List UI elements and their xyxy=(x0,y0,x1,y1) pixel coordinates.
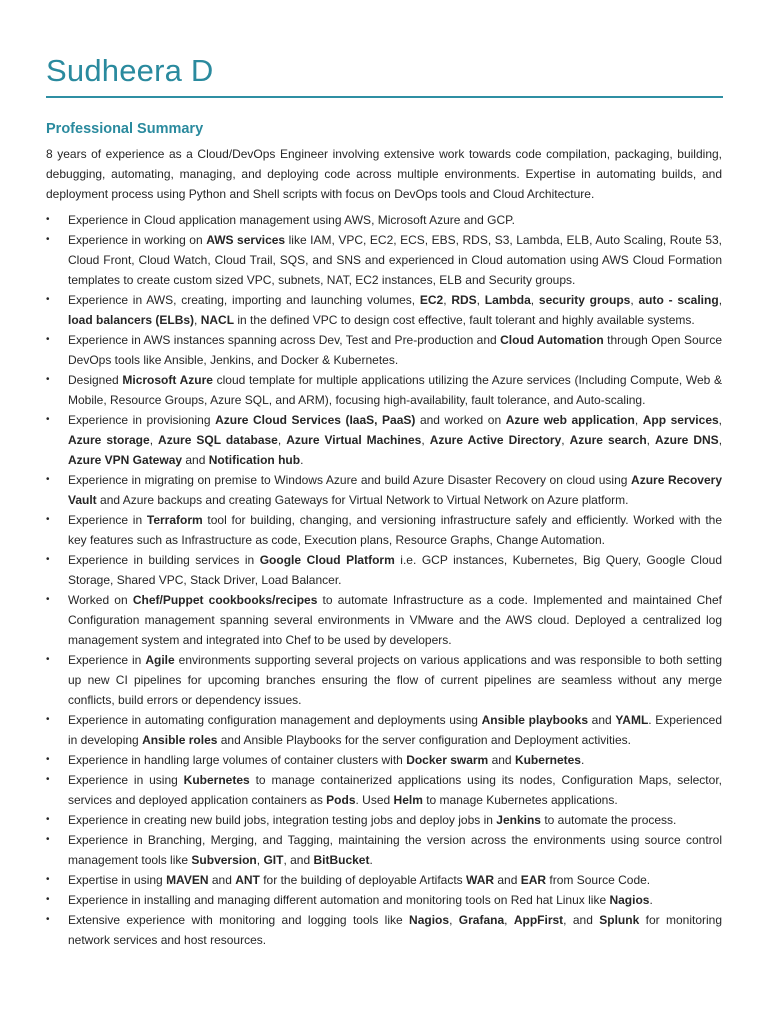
item-emphasis: Azure DNS xyxy=(655,433,719,447)
item-emphasis: GIT xyxy=(263,853,284,867)
item-text: , xyxy=(149,433,159,447)
bullet-icon: • xyxy=(46,594,50,605)
summary-paragraph: 8 years of experience as a Cloud/DevOps Engineer involving extensive work towards code compilation, packaging, building, debugging, automating, managing, and deploying code across multiple environments. Expertise in automating builds, and deployment process using Python and Shell scripts with focus on DevOps tools and Cloud Architecture. xyxy=(46,147,722,201)
item-text: Extensive experience with monitoring and logging tools like xyxy=(68,913,410,927)
list-item xyxy=(46,910,722,950)
item-emphasis: Terraform xyxy=(146,513,203,527)
item-emphasis: Ansible playbooks xyxy=(481,713,588,727)
item-text: to manage containerized applications using its nodes, Configuration Maps, selector, services and deployed application containers as xyxy=(68,773,722,807)
item-text: like IAM, VPC, EC2, ECS, EBS, RDS, S3, Lambda, ELB, Auto Scaling, Route 53, Cloud Front, Cloud Watch, Cloud Trail, SQS, and SNS and experienced in Cloud automation using AWS Cloud Formation templates to create custom sized VPC, subnets, NAT, EC2 instances, ELB and Security groups. xyxy=(68,233,723,287)
item-emphasis: Azure VPN Gateway xyxy=(68,453,183,467)
list-item xyxy=(46,870,722,890)
item-emphasis: Azure storage xyxy=(68,433,150,447)
bullet-icon: • xyxy=(46,214,50,225)
item-text: to manage Kubernetes applications. xyxy=(422,793,618,807)
list-item xyxy=(46,330,722,370)
item-emphasis: Splunk xyxy=(599,913,640,927)
item-emphasis: Lambda xyxy=(484,293,531,307)
item-text: to automate the process. xyxy=(540,813,677,827)
item-text: and xyxy=(588,713,616,727)
item-emphasis: Kubernetes xyxy=(514,753,581,767)
bullet-icon: • xyxy=(46,774,50,785)
item-emphasis: Notification hub xyxy=(208,453,301,467)
item-text: and xyxy=(208,873,236,887)
item-emphasis: auto - scaling xyxy=(638,293,719,307)
item-emphasis: ANT xyxy=(235,873,260,887)
list-item xyxy=(46,650,722,710)
item-emphasis: Azure Active Directory xyxy=(429,433,562,447)
candidate-name: Sudheera D xyxy=(46,53,214,88)
item-text: through Open Source DevOps tools like Ansible, Jenkins, and Docker & Kubernetes. xyxy=(68,333,723,367)
item-text: , xyxy=(634,413,643,427)
bullet-icon: • xyxy=(46,514,50,525)
bullet-icon: • xyxy=(46,874,50,885)
item-text: . xyxy=(649,893,653,907)
item-text: , xyxy=(530,293,539,307)
item-emphasis: BitBucket xyxy=(313,853,370,867)
item-emphasis: Kubernetes xyxy=(183,773,250,787)
item-text: and xyxy=(182,453,209,467)
item-text: from Source Code. xyxy=(546,873,651,887)
item-emphasis: Microsoft Azure xyxy=(122,373,213,387)
list-item xyxy=(46,470,722,510)
list-item xyxy=(46,510,722,550)
item-text: Designed xyxy=(68,373,123,387)
item-text: Expertise in using xyxy=(68,873,167,887)
list-item xyxy=(46,750,722,770)
item-text: , xyxy=(476,293,485,307)
item-emphasis: AWS services xyxy=(206,233,286,247)
item-text: , xyxy=(421,433,430,447)
bullet-icon: • xyxy=(46,474,50,485)
item-text: and worked on xyxy=(415,413,506,427)
bullet-icon: • xyxy=(46,894,50,905)
item-text: Experience in installing and managing different automation and monitoring tools on Red hat Linux like xyxy=(68,893,610,907)
item-text: Experience in creating new build jobs, integration testing jobs and deploy jobs in xyxy=(68,813,497,827)
item-text: Experience in AWS, creating, importing and launching volumes, xyxy=(68,293,420,307)
item-text: Worked on xyxy=(68,593,133,607)
list-item xyxy=(46,710,722,750)
item-emphasis: WAR xyxy=(466,873,495,887)
item-text: Experience in xyxy=(68,513,147,527)
item-emphasis: Chef/Puppet cookbooks/recipes xyxy=(132,593,318,607)
item-text: and xyxy=(488,753,515,767)
bullet-icon: • xyxy=(46,414,50,425)
item-text: , and xyxy=(563,913,600,927)
list-item xyxy=(46,290,722,330)
bullet-icon: • xyxy=(46,914,50,925)
item-text: Experience in migrating on premise to Windows Azure and build Azure Disaster Recovery on cloud using xyxy=(68,473,632,487)
item-emphasis: Helm xyxy=(393,793,423,807)
list-item xyxy=(46,810,722,830)
item-emphasis: Google Cloud Platform xyxy=(259,553,395,567)
item-text: environments supporting several projects on various applications and was responsible to both setting up new CI pipelines for upcoming branches ensuring the flow of current pipelines are seamless without any merge conflicts, build errors or dependency issues. xyxy=(68,653,722,707)
item-text: , xyxy=(449,913,459,927)
item-text: , and xyxy=(283,853,314,867)
item-text: . xyxy=(369,853,373,867)
bullet-icon: • xyxy=(46,814,50,825)
list-item xyxy=(46,210,722,230)
item-emphasis: Nagios xyxy=(409,913,450,927)
item-emphasis: MAVEN xyxy=(166,873,209,887)
item-text: and xyxy=(494,873,521,887)
item-text: tool for building, changing, and versioning infrastructure safely and efficiently. Worked with the key features such as Infrastructure as code, Execution plans, Resource Graphs, Change Automation. xyxy=(68,513,722,547)
item-text: . xyxy=(580,753,585,767)
item-text: , xyxy=(718,413,723,427)
item-text: and Azure backups and creating Gateways for Virtual Network to Virtual Network on Azure platform. xyxy=(96,493,629,507)
item-emphasis: Azure SQL database xyxy=(158,433,278,447)
item-emphasis: YAML xyxy=(615,713,649,727)
item-emphasis: Docker swarm xyxy=(406,753,489,767)
item-text: Experience in automating configuration management and deployments using xyxy=(68,713,482,727)
item-text: for monitoring network services and host resources. xyxy=(68,913,723,947)
list-item xyxy=(46,410,722,470)
list-item xyxy=(46,370,722,410)
item-text: , xyxy=(443,293,452,307)
item-text: , xyxy=(561,433,570,447)
item-emphasis: Nagios xyxy=(609,893,650,907)
bullet-icon: • xyxy=(46,334,50,345)
item-text: to automate Infrastructure as a code. Implemented and maintained Chef Configuration management spanning several environments in VMware and the AWS cloud. Deployed a centralized log management system and integrated into Chef to be used by developers. xyxy=(68,593,722,647)
item-text: Experience in building services in xyxy=(68,553,260,567)
bullet-icon: • xyxy=(46,294,50,305)
item-emphasis: Azure search xyxy=(569,433,647,447)
item-text: , xyxy=(504,913,514,927)
item-text: Experience in Branching, Merging, and Tagging, maintaining the version across the environments using source control management tools like xyxy=(68,833,722,867)
item-text: . Experienced in developing xyxy=(68,713,722,747)
item-text: , xyxy=(718,433,723,447)
header-divider xyxy=(46,96,723,98)
item-emphasis: App services xyxy=(642,413,719,427)
list-item xyxy=(46,890,722,910)
item-text: , xyxy=(718,293,723,307)
bullet-icon: • xyxy=(46,234,50,245)
item-text: Experience in handling large volumes of container clusters with xyxy=(68,753,407,767)
item-emphasis: Azure Recovery Vault xyxy=(68,473,722,507)
item-text: Experience in Cloud application management using AWS, Microsoft Azure and GCP. xyxy=(68,213,515,227)
bullet-icon: • xyxy=(46,554,50,565)
item-text: in the defined VPC to design cost effective, fault tolerant and highly available systems. xyxy=(234,313,695,327)
item-text: cloud template for multiple applications utilizing the Azure services (Including Compute, Web & Mobile, Resource Groups, Azure SQL, and ARM), focusing high-availability, fault tolerance, and Auto-scaling. xyxy=(68,373,722,407)
item-text: , xyxy=(277,433,287,447)
item-emphasis: NACL xyxy=(200,313,235,327)
bullet-icon: • xyxy=(46,834,50,845)
section-title-professional-summary: Professional Summary xyxy=(46,121,204,137)
item-emphasis: EC2 xyxy=(419,293,444,307)
item-emphasis: EAR xyxy=(520,873,547,887)
bullet-icon: • xyxy=(46,374,50,385)
item-emphasis: Azure Cloud Services (IaaS, PaaS) xyxy=(215,413,416,427)
item-emphasis: Azure Virtual Machines xyxy=(286,433,422,447)
list-item xyxy=(46,770,722,810)
item-emphasis: Agile xyxy=(145,653,175,667)
item-emphasis: Subversion xyxy=(191,853,257,867)
item-text: , xyxy=(646,433,656,447)
item-emphasis: RDS xyxy=(451,293,477,307)
item-emphasis: Pods xyxy=(326,793,356,807)
item-emphasis: Cloud Automation xyxy=(500,333,604,347)
item-text: Experience in provisioning xyxy=(68,413,216,427)
item-emphasis: security groups xyxy=(538,293,631,307)
item-text: for the building of deployable Artifacts xyxy=(259,873,467,887)
item-text: , xyxy=(630,293,639,307)
bullet-icon: • xyxy=(46,754,50,765)
item-emphasis: Azure web application xyxy=(505,413,635,427)
item-text: , xyxy=(256,853,264,867)
item-emphasis: load balancers (ELBs) xyxy=(68,313,195,327)
item-text: Experience in AWS instances spanning across Dev, Test and Pre-production and xyxy=(68,333,501,347)
list-item xyxy=(46,590,722,650)
item-text: Experience in xyxy=(68,653,146,667)
item-emphasis: Grafana xyxy=(458,913,505,927)
list-item xyxy=(46,830,722,870)
item-text: . Used xyxy=(355,793,394,807)
list-item xyxy=(46,230,722,290)
bullet-icon: • xyxy=(46,714,50,725)
item-emphasis: Ansible roles xyxy=(142,733,218,747)
experience-list xyxy=(46,210,722,950)
item-text: , xyxy=(194,313,201,327)
item-text: Experience in working on xyxy=(68,233,207,247)
item-text: Experience in using xyxy=(68,773,184,787)
item-text: . xyxy=(300,453,304,467)
list-item xyxy=(46,550,722,590)
item-emphasis: Jenkins xyxy=(496,813,541,827)
item-emphasis: AppFirst xyxy=(513,913,564,927)
item-text: i.e. GCP instances, Kubernetes, Big Query, Google Cloud Storage, Shared VPC, Stack Driver, Load Balancer. xyxy=(68,553,722,587)
bullet-icon: • xyxy=(46,654,50,665)
item-text: and Ansible Playbooks for the server configuration and Deployment activities. xyxy=(217,733,631,747)
